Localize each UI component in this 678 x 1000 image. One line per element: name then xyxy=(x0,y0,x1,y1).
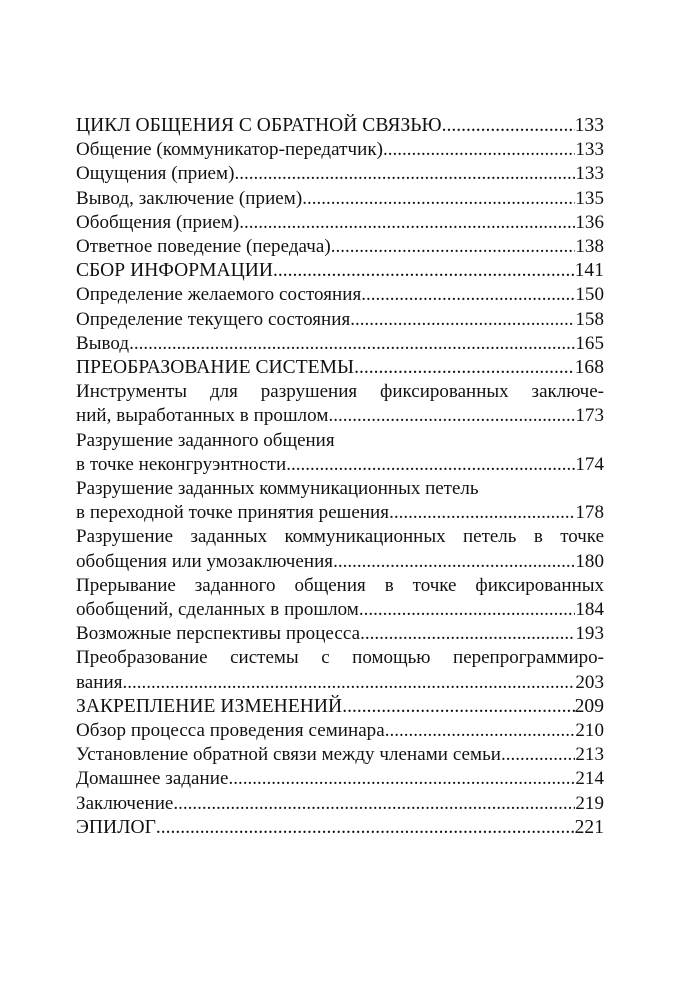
toc-page-number: 219 xyxy=(575,792,604,814)
toc-page-number: 193 xyxy=(575,623,604,645)
toc-entry-title: ЦИКЛ ОБЩЕНИЯ С ОБРАТНОЙ СВЯЗЬЮ xyxy=(76,115,442,136)
toc-entry[interactable] xyxy=(76,622,604,646)
dot-leader xyxy=(442,114,575,138)
toc-page-number: 141 xyxy=(574,260,604,282)
toc-entry[interactable] xyxy=(76,308,604,332)
dot-leader xyxy=(389,501,575,525)
toc-entry-title: Возможные перспективы процесса xyxy=(76,623,361,645)
toc-page-number: 158 xyxy=(575,308,604,330)
dot-leader xyxy=(239,211,575,235)
toc-entry[interactable] xyxy=(76,114,604,138)
toc-entry-title: ний, выработанных в прошлом xyxy=(76,405,329,427)
toc-page-number: 203 xyxy=(575,671,604,693)
toc-entry-title: в точке неконгруэнтности xyxy=(76,453,287,475)
dot-leader xyxy=(302,187,575,211)
toc-entry-title: ПРЕОБРАЗОВАНИЕ СИСТЕМЫ xyxy=(76,357,355,379)
toc-entry-title: Обобщения (прием) xyxy=(76,211,240,233)
toc-entry-title: Установление обратной связи между членами семьи xyxy=(76,744,502,766)
toc-page-number: 184 xyxy=(575,599,604,621)
toc-entry-title: ЗАКРЕПЛЕНИЕ ИЗМЕНЕНИЙ xyxy=(76,695,343,717)
toc-page-number: 150 xyxy=(575,284,604,306)
toc-page-number: 178 xyxy=(575,502,604,524)
toc-entry-title-line: Разрушение заданных коммуникационных петель в точке xyxy=(76,526,604,548)
dot-leader xyxy=(129,332,575,356)
toc-page-number: 133 xyxy=(575,139,604,161)
toc-entry[interactable] xyxy=(76,429,604,477)
toc-entry-title: обобщений, сделанных в прошлом xyxy=(76,599,359,621)
toc-page-number: 210 xyxy=(575,720,604,742)
toc-page-number: 221 xyxy=(574,816,604,838)
dot-leader xyxy=(286,453,575,477)
toc-entry[interactable] xyxy=(76,743,604,767)
toc-page-number: 168 xyxy=(574,357,604,379)
toc-entry[interactable] xyxy=(76,816,604,840)
dot-leader xyxy=(354,356,575,380)
toc-entry[interactable] xyxy=(76,719,604,743)
dot-leader xyxy=(235,162,576,186)
toc-entry[interactable] xyxy=(76,525,604,573)
toc-entry[interactable] xyxy=(76,187,604,211)
toc-page-number: 173 xyxy=(575,405,604,427)
toc-entry-title: Обзор процесса проведения семинара xyxy=(76,720,385,742)
toc-entry-title: в переходной точке принятия решения xyxy=(76,502,390,524)
toc-page-number: 180 xyxy=(575,550,604,572)
toc-page-number: 209 xyxy=(574,695,604,717)
dot-leader xyxy=(331,235,576,259)
toc-page-number: 138 xyxy=(575,236,604,258)
toc-page-number: 214 xyxy=(575,768,604,790)
toc-entry[interactable] xyxy=(76,646,604,694)
dot-leader xyxy=(360,622,575,646)
toc-entry[interactable] xyxy=(76,477,604,525)
toc-page-number: 174 xyxy=(575,453,604,475)
dot-leader xyxy=(328,404,575,428)
dot-leader xyxy=(273,259,575,283)
dot-leader xyxy=(173,792,575,816)
toc-entry-title-line: Прерывание заданного общения в точке фиксированных xyxy=(76,574,604,596)
toc-entry[interactable] xyxy=(76,283,604,307)
toc-entry[interactable] xyxy=(76,162,604,186)
toc-page-number: 213 xyxy=(575,744,604,766)
table-of-contents xyxy=(76,114,604,840)
dot-leader xyxy=(501,743,575,767)
toc-page-number: 135 xyxy=(575,187,604,209)
toc-entry-title: Определение текущего состояния xyxy=(76,308,351,330)
toc-entry[interactable] xyxy=(76,211,604,235)
toc-entry[interactable] xyxy=(76,138,604,162)
toc-entry-title: Вывод xyxy=(76,332,130,354)
toc-entry[interactable] xyxy=(76,695,604,719)
toc-entry-title: Определение желаемого состояния xyxy=(76,284,362,306)
dot-leader xyxy=(350,308,575,332)
toc-entry-title: Заключение xyxy=(76,792,174,814)
toc-entry-title: Общение (коммуникатор-передатчик) xyxy=(76,139,383,161)
toc-entry-title-line: Разрушение заданного общения xyxy=(76,429,335,451)
toc-entry-title: Домашнее задание xyxy=(76,768,229,790)
toc-entry-title: Вывод, заключение (прием) xyxy=(76,187,303,209)
toc-page-number: 133 xyxy=(575,163,604,185)
toc-entry-title-line: Инструменты для разрушения фиксированных заключе- xyxy=(76,381,604,403)
toc-entry-title: вания xyxy=(76,671,123,693)
toc-entry-title: СБОР ИНФОРМАЦИИ xyxy=(76,260,274,282)
toc-entry-title: Ощущения (прием) xyxy=(76,163,235,185)
toc-entry[interactable] xyxy=(76,235,604,259)
dot-leader xyxy=(122,671,575,695)
toc-page-number: 133 xyxy=(574,115,604,136)
toc-entry-title: Ответное поведение (передача) xyxy=(76,236,331,258)
dot-leader xyxy=(385,719,576,743)
dot-leader xyxy=(361,283,575,307)
toc-entry-title: ЭПИЛОГ xyxy=(76,816,156,838)
toc-page-number: 136 xyxy=(575,211,604,233)
toc-entry-title-line: Преобразование системы с помощью перепрограммиро- xyxy=(76,647,604,669)
dot-leader xyxy=(228,767,575,791)
dot-leader xyxy=(156,816,575,840)
toc-entry[interactable] xyxy=(76,767,604,791)
toc-entry-title-line: Разрушение заданных коммуникационных петель xyxy=(76,478,479,500)
dot-leader xyxy=(383,138,575,162)
toc-entry[interactable] xyxy=(76,356,604,380)
dot-leader xyxy=(359,598,575,622)
toc-entry[interactable] xyxy=(76,574,604,622)
toc-entry[interactable] xyxy=(76,332,604,356)
toc-entry[interactable] xyxy=(76,380,604,428)
dot-leader xyxy=(333,550,575,574)
toc-entry[interactable] xyxy=(76,259,604,283)
toc-page-number: 165 xyxy=(575,332,604,354)
toc-entry-title: обобщения или умозаключения xyxy=(76,550,334,572)
dot-leader xyxy=(342,695,574,719)
toc-entry[interactable] xyxy=(76,792,604,816)
